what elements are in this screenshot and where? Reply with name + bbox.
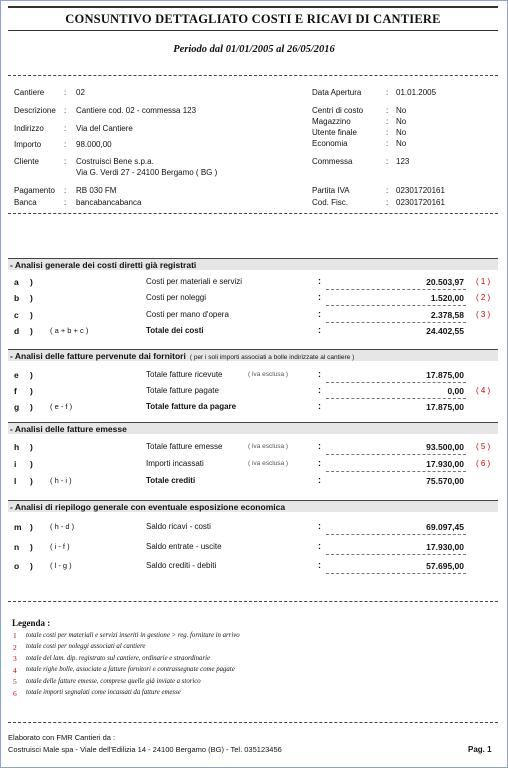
row-value: 17.930,00 bbox=[426, 459, 464, 469]
row-legend-ref: ( 5 ) bbox=[476, 442, 491, 451]
legend-number: 4 bbox=[13, 665, 17, 675]
row-colon: : bbox=[318, 560, 321, 570]
row-paren: ) bbox=[30, 561, 33, 571]
row-legend-ref: ( 4 ) bbox=[476, 386, 491, 395]
row-letter: d bbox=[14, 326, 20, 336]
row-letter: i bbox=[14, 459, 17, 469]
divider bbox=[8, 75, 498, 76]
row-paren: ) bbox=[30, 402, 33, 412]
info-value: RB 030 FM bbox=[76, 186, 117, 195]
row-value: 17.875,00 bbox=[426, 402, 464, 412]
info-label: Partita IVA bbox=[312, 186, 350, 195]
row-formula: ( l - g ) bbox=[50, 561, 72, 570]
info-label: Indirizzo bbox=[14, 124, 44, 133]
info-value: No bbox=[396, 128, 407, 137]
row-letter: e bbox=[14, 370, 19, 380]
row-colon: : bbox=[318, 309, 321, 319]
row-colon: : bbox=[318, 369, 321, 379]
info-label: Centri di costo bbox=[312, 106, 364, 115]
value-underline bbox=[326, 471, 466, 472]
row-value: 69.097,45 bbox=[426, 522, 464, 532]
info-colon: : bbox=[386, 128, 389, 137]
row-colon: : bbox=[318, 521, 321, 531]
row-label: Costi per mano d'opera bbox=[146, 310, 229, 319]
info-colon: : bbox=[64, 186, 67, 195]
row-legend-ref: ( 3 ) bbox=[476, 310, 491, 319]
footer-company: Costruisci Male spa - Viale dell'Edilizia 14 - 24100 Bergamo (BG) - Tel. 035123456 bbox=[8, 745, 282, 754]
legend-text: totale delle fatture emesse, comprese quelle già inviate a storico bbox=[26, 677, 201, 685]
row-paren: ) bbox=[30, 442, 33, 452]
row-value: 93.500,00 bbox=[426, 442, 464, 452]
row-letter: b bbox=[14, 293, 20, 303]
info-colon: : bbox=[64, 198, 67, 207]
info-label: Cliente bbox=[14, 157, 39, 166]
row-legend-ref: ( 1 ) bbox=[476, 277, 491, 286]
info-label: Pagamento bbox=[14, 186, 55, 195]
report-period: Periodo dal 01/01/2005 al 26/05/2016 bbox=[173, 44, 335, 55]
info-value: Via del Cantiere bbox=[76, 124, 133, 133]
report-title: CONSUNTIVO DETTAGLIATO COSTI E RICAVI DI CANTIERE bbox=[8, 6, 498, 31]
row-value: 2.378,58 bbox=[430, 310, 464, 320]
info-colon: : bbox=[386, 117, 389, 126]
row-label: Totale fatture pagate bbox=[146, 386, 219, 395]
row-colon: : bbox=[318, 458, 321, 468]
row-colon: : bbox=[318, 385, 321, 395]
row-label: Saldo crediti - debiti bbox=[146, 561, 217, 570]
section-header bbox=[8, 349, 498, 361]
value-underline bbox=[326, 573, 466, 574]
row-formula: ( h - d ) bbox=[50, 522, 75, 531]
row-colon: : bbox=[318, 475, 321, 485]
row-letter: o bbox=[14, 561, 20, 571]
row-legend-ref: ( 2 ) bbox=[476, 293, 491, 302]
row-letter: f bbox=[14, 386, 17, 396]
info-label: Cod. Fisc. bbox=[312, 198, 349, 207]
legend-text: totale importi segnalati come incassati da fatture emesse bbox=[26, 689, 181, 696]
info-colon: : bbox=[64, 106, 67, 115]
info-colon: : bbox=[386, 186, 389, 195]
row-colon: : bbox=[318, 441, 321, 451]
section-title: - Analisi di riepilogo generale con eventuale esposizione economica bbox=[10, 502, 286, 512]
row-label: Costi per noleggi bbox=[146, 293, 207, 302]
info-value: 02301720161 bbox=[396, 198, 445, 207]
row-label: Saldo entrate - uscite bbox=[146, 542, 222, 551]
row-letter: g bbox=[14, 402, 20, 412]
legend-number: 1 bbox=[13, 631, 17, 640]
value-underline bbox=[326, 454, 466, 455]
value-underline bbox=[326, 554, 466, 555]
row-paren: ) bbox=[30, 370, 33, 380]
row-paren: ) bbox=[30, 522, 33, 532]
row-letter: a bbox=[14, 277, 19, 287]
value-underline bbox=[326, 322, 466, 323]
row-label: Totale fatture da pagare bbox=[146, 402, 237, 411]
row-letter: m bbox=[14, 522, 22, 532]
row-paren: ) bbox=[30, 542, 33, 552]
row-paren: ) bbox=[30, 277, 33, 287]
row-label: Totale fatture ricevute bbox=[146, 370, 223, 379]
footer-elaborated: Elaborato con FMR Cantieri da : bbox=[8, 733, 116, 742]
row-value: 1.520,00 bbox=[430, 293, 464, 303]
info-label: Commessa bbox=[312, 157, 353, 166]
row-value: 17.930,00 bbox=[426, 542, 464, 552]
legend-number: 6 bbox=[13, 688, 17, 698]
info-value: bancabancabanca bbox=[76, 198, 142, 207]
info-value: 123 bbox=[396, 157, 410, 166]
info-label: Magazzino bbox=[312, 117, 351, 126]
row-formula: ( e - f ) bbox=[50, 402, 73, 411]
info-label: Data Apertura bbox=[312, 88, 362, 97]
row-paren: ) bbox=[30, 459, 33, 469]
row-paren: ) bbox=[30, 326, 33, 336]
section-note: ( per i soli importi associati a bolle indirizzate al cantiere ) bbox=[189, 354, 355, 361]
info-colon: : bbox=[64, 88, 67, 97]
value-underline bbox=[326, 398, 466, 399]
info-label: Descrizione bbox=[14, 106, 56, 115]
value-underline bbox=[326, 289, 466, 290]
row-iva-note: ( iva esclusa ) bbox=[248, 371, 289, 378]
info-colon: : bbox=[64, 140, 67, 149]
row-colon: : bbox=[318, 401, 321, 411]
value-underline bbox=[326, 382, 466, 383]
info-value: 01.01.2005 bbox=[396, 88, 437, 97]
row-iva-note: ( iva esclusa ) bbox=[248, 443, 289, 450]
row-letter: l bbox=[14, 476, 17, 486]
info-label: Utente finale bbox=[312, 128, 357, 137]
section-header bbox=[8, 258, 498, 270]
info-value: 02301720161 bbox=[396, 186, 445, 195]
row-colon: : bbox=[318, 276, 321, 286]
row-letter: h bbox=[14, 442, 20, 452]
legend-text: totale del lam. dip. registrato sul cantiere, ordinarie e straordinarie bbox=[26, 654, 211, 662]
row-legend-ref: ( 6 ) bbox=[476, 459, 491, 468]
row-colon: : bbox=[318, 541, 321, 551]
row-label: Saldo ricavi - costi bbox=[146, 522, 211, 531]
info-colon: : bbox=[386, 106, 389, 115]
legend-number: 2 bbox=[13, 642, 17, 652]
row-letter: c bbox=[14, 310, 19, 320]
row-formula: ( i - f ) bbox=[50, 542, 70, 551]
info-value: Cantiere cod. 02 - commessa 123 bbox=[76, 106, 197, 115]
info-value: No bbox=[396, 139, 407, 148]
info-colon: : bbox=[386, 198, 389, 207]
info-colon: : bbox=[64, 124, 67, 133]
legend-text: totale costi per noleggi associati al cantiere bbox=[26, 643, 146, 650]
info-value: No bbox=[396, 117, 407, 126]
info-label: Economia bbox=[312, 139, 348, 148]
footer-page-number: Pag. 1 bbox=[468, 745, 492, 754]
info-value: 98.000,00 bbox=[76, 140, 112, 149]
row-colon: : bbox=[318, 325, 321, 335]
divider bbox=[8, 601, 498, 602]
info-value: Costruisci Bene s.p.a. bbox=[76, 157, 154, 166]
row-paren: ) bbox=[30, 293, 33, 303]
legend-title: Legenda : bbox=[12, 618, 51, 628]
section-title: - Analisi delle fatture emesse bbox=[10, 424, 127, 434]
info-value: No bbox=[396, 106, 407, 115]
row-paren: ) bbox=[30, 476, 33, 486]
divider bbox=[8, 722, 498, 723]
section-title: - Analisi generale dei costi diretti già registrati bbox=[10, 260, 197, 270]
row-value: 20.503,97 bbox=[426, 277, 464, 287]
legend-number: 5 bbox=[13, 677, 17, 686]
row-label: Costi per materiali e servizi bbox=[146, 277, 243, 286]
info-colon: : bbox=[64, 157, 67, 166]
row-formula: ( h - i ) bbox=[50, 476, 72, 485]
info-colon: : bbox=[386, 88, 389, 97]
row-value: 17.875,00 bbox=[426, 370, 464, 380]
info-value: 02 bbox=[76, 88, 85, 97]
value-underline bbox=[326, 534, 466, 535]
divider bbox=[8, 213, 498, 214]
row-label: Totale fatture emesse bbox=[146, 442, 223, 451]
row-formula: ( a + b + c ) bbox=[50, 326, 89, 335]
info-colon: : bbox=[386, 157, 389, 166]
legend-text: totale righe bolle, associate a fatture fornitori e contrassegnate come pagate bbox=[26, 666, 235, 673]
row-label: Totale dei costi bbox=[146, 326, 204, 335]
info-label: Cantiere bbox=[14, 88, 45, 97]
row-paren: ) bbox=[30, 310, 33, 320]
section-header bbox=[8, 500, 498, 512]
section-header bbox=[8, 422, 498, 434]
row-iva-note: ( iva esclusa ) bbox=[248, 460, 289, 467]
legend-text: totale costi per materiali e servizi inseriti in gestione > reg. forniture in arrivo bbox=[26, 631, 240, 639]
info-label: Importo bbox=[14, 140, 42, 149]
row-value: 0,00 bbox=[447, 386, 464, 396]
row-label: Totale crediti bbox=[146, 476, 196, 485]
info-label: Banca bbox=[14, 198, 37, 207]
row-value: 75.570,00 bbox=[426, 476, 464, 486]
row-colon: : bbox=[318, 292, 321, 302]
row-paren: ) bbox=[30, 386, 33, 396]
info-value-line2: Via G. Verdi 27 - 24100 Bergamo ( BG ) bbox=[76, 168, 218, 177]
info-colon: : bbox=[386, 139, 389, 148]
row-label: Importi incassati bbox=[146, 459, 204, 468]
row-value: 57.695,00 bbox=[426, 561, 464, 571]
row-value: 24.402,55 bbox=[426, 326, 464, 336]
row-letter: n bbox=[14, 542, 20, 552]
value-underline bbox=[326, 305, 466, 306]
legend-number: 3 bbox=[13, 654, 17, 663]
section-title: - Analisi delle fatture pervenute dai fornitori bbox=[10, 351, 186, 361]
